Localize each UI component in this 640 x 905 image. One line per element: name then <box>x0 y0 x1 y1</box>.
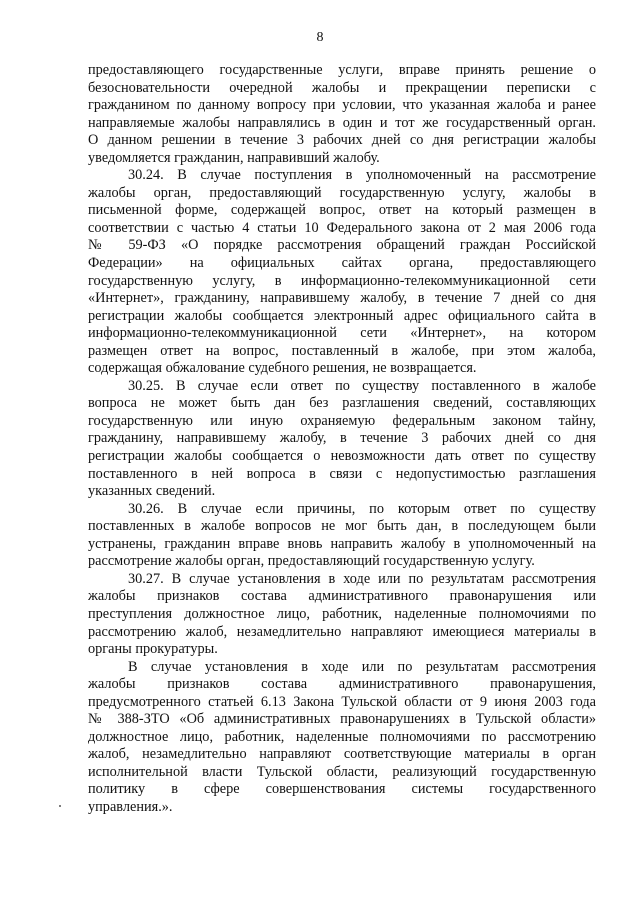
scan-dot-mark <box>59 805 61 807</box>
text-line: рассмотрению жалоб, незамедлительно направляют имеющиеся материалы в <box>88 623 596 640</box>
text-line: В случае установления в ходе или по результатам рассмотрения <box>128 658 596 675</box>
text-line: указанных сведений. <box>88 483 216 500</box>
text-line: 30.24. В случае поступления в уполномоченный на рассмотрение <box>128 167 596 184</box>
page-number: 8 <box>316 30 324 45</box>
text-line: жалобы орган, предоставляющий государственную услугу, жалобы в <box>88 184 596 201</box>
text-line: устранены, гражданин вправе вновь направить жалобу в уполномоченный на <box>88 535 596 552</box>
text-line: преступления должностное лицо, работник, наделенные полномочиями по <box>88 605 596 622</box>
text-line: № 59-ФЗ «О порядке рассмотрения обращений граждан Российской <box>88 237 596 254</box>
text-line: поставленного в ней вопроса в связи с недопустимостью разглашения <box>88 465 596 482</box>
text-line: уведомляется гражданин, направивший жалобу. <box>88 149 380 166</box>
text-line: регистрации жалобы сообщается о невозможности дать ответ по существу <box>88 448 596 465</box>
text-line: поставленных в жалобе вопросов не мог быть дан, в последующем были <box>88 518 596 535</box>
text-line: содержащая обжалование судебного решения, не возвращается. <box>88 360 477 377</box>
text-line: исполнительной власти Тульской области, реализующий государственную <box>88 763 596 780</box>
text-line: государственную услугу, в информационно-телекоммуникационной сети <box>88 272 596 289</box>
text-line: регистрации жалобы сообщается электронный адрес официального сайта в <box>88 307 596 324</box>
text-line: управления.». <box>88 798 173 815</box>
paragraph-p30-24 <box>88 167 596 378</box>
text-line: гражданину, направившему жалобу, в течение 3 рабочих дней со дня <box>88 430 596 447</box>
text-line: государственную или иную охраняемую федеральным законом тайну, <box>88 412 596 429</box>
text-line: направляемые жалобы направлялись в один и тот же государственный орган. <box>88 114 596 131</box>
paragraph-p-final <box>88 659 596 817</box>
text-line: жалобы признаков состава административного правонарушения, <box>88 676 596 693</box>
text-line: 30.25. В случае если ответ по существу поставленного в жалобе <box>128 377 596 394</box>
text-line: предоставляющего государственные услуги, вправе принять решение о <box>88 62 596 78</box>
text-line: № 388-ЗТО «Об административных правонарушениях в Тульской области» <box>88 711 596 728</box>
text-line: письменной форме, содержащей вопрос, ответ на который размещен в <box>88 202 596 219</box>
text-line: 30.26. В случае если причины, по которым ответ по существу <box>128 500 596 517</box>
text-line: 30.27. В случае установления в ходе или по результатам рассмотрения <box>128 570 596 587</box>
text-line: безосновательности очередной жалобы и прекращении переписки с <box>88 79 596 96</box>
paragraph-cont <box>88 62 596 167</box>
text-line: политику в сфере совершенствования системы государственного <box>88 781 596 798</box>
text-line: рассмотрение жалобы орган, предоставляющий государственную услугу. <box>88 553 535 570</box>
paragraph-p30-26 <box>88 501 596 571</box>
paragraph-p30-27 <box>88 571 596 659</box>
text-line: Федерации» на официальных сайтах органа, предоставляющего <box>88 255 596 272</box>
text-line: предусмотренного статьей 6.13 Закона Тульской области от 9 июня 2003 года <box>88 693 596 710</box>
text-line: жалобы признаков состава административного правонарушения или <box>88 588 596 605</box>
document-body <box>88 62 596 817</box>
text-line: гражданином по данному вопросу при условии, что указанная жалоба и ранее <box>88 97 596 114</box>
text-line: соответствии с частью 4 статьи 10 Федерального закона от 2 мая 2006 года <box>88 219 596 236</box>
text-line: жалоб, незамедлительно направляют соответствующие материалы в орган <box>88 746 596 763</box>
text-line: вопроса не может быть дан без разглашения сведений, составляющих <box>88 395 596 412</box>
text-line: органы прокуратуры. <box>88 641 218 658</box>
text-line: О данном решении в течение 3 рабочих дней со дня регистрации жалобы <box>88 132 596 149</box>
paragraph-p30-25 <box>88 378 596 501</box>
text-line: должностное лицо, работник, наделенные полномочиями по рассмотрению <box>88 728 596 745</box>
text-line: «Интернет», гражданину, направившему жалобу, в течение 7 дней со дня <box>88 290 596 307</box>
text-line: размещен ответ на вопрос, поставленный в жалобе, при этом жалоба, <box>88 342 596 359</box>
text-line: информационно-телекоммуникационной сети «Интернет», на котором <box>88 325 596 342</box>
